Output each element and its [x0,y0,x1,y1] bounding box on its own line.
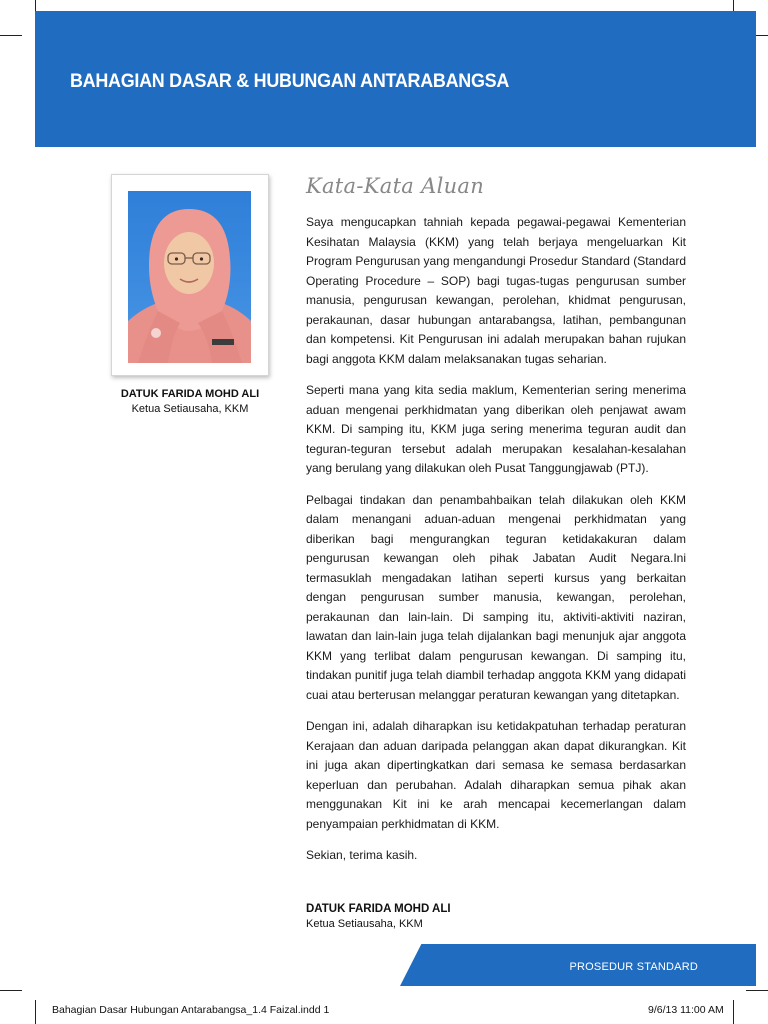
footer-tab-label: PROSEDUR STANDARD [569,961,698,973]
crop-mark [0,990,22,991]
crop-mark [0,35,22,36]
letter-body [306,213,686,878]
crop-mark [733,1000,734,1024]
closing-line: Sekian, terima kasih. [306,848,418,862]
crop-mark [35,1000,36,1024]
crop-mark [746,990,768,991]
portrait-frame [111,174,269,376]
print-slug-timestamp: 9/6/13 11:00 AM [648,1004,724,1016]
section-heading: Kata-Kata Aluan [306,174,485,198]
portrait-photo [128,191,251,363]
paragraph: Dengan ini, adalah diharapkan isu ketidakpatuhan terhadap peraturan Kerajaan dan aduan daripada pelanggan akan dapat dikurangkan. Kit ini juga akan dipertingkatkan dari semasa ke semasa berdasarkan keperluan dan perubahan. Adalah diharapkan semua pihak akan menggunakan Kit ini ke arah mencapai kecemerlangan dalam penyampaian perkhidmatan di KKM. [306,719,686,831]
paragraph: Pelbagai tindakan dan penambahbaikan telah dilakukan oleh KKM dalam menangani aduan-aduan mengenai perkhidmatan yang diberikan bagi mengurangkan teguran ketidakakuran dalam pengurusan kewangan oleh pihak Jabatan Audit Negara.Ini termasuklah mengadakan latihan seperti kursus yang berkaitan dengan pengurusan sumber manusia, kewangan, perolehan, perakaunan dan lain-lain. Di samping itu, aktiviti-aktiviti naziran, lawatan dan lain-lain juga telah dijalankan bagi menunjuk ajar anggota KKM yang terlibat dalam pengurusan kewangan. Di samping itu, tindakan punitif juga telah diambil terhadap anggota KKM yang didapati cuai atau berterusan melanggar peraturan kewangan yang ditetapkan. [306,492,686,702]
paragraph: Saya mengucapkan tahniah kepada pegawai-pegawai Kementerian Kesihatan Malaysia (KKM) yang telah berjaya mengeluarkan Kit Program Pengurusan yang mengandungi Prosedur Standard (Standard Operating Procedure – SOP) bagi tugas-tugas pengurusan sumber manusia, pengurusan kewangan, perolehan, khidmat pengurusan, perakaunan, dasar hubungan antarabangsa, latihan, pembangunan dan kompetensi. Kit Pengurusan ini adalah merupakan bahan rujukan bagi anggota KKM dalam melaksanakan tugas seharian. [306,215,686,366]
portrait-caption-name: DATUK FARIDA MOHD ALI [120,388,260,400]
portrait-caption-role: Ketua Setiausaha, KKM [131,403,249,415]
signature-role: Ketua Setiausaha, KKM [306,918,423,930]
print-slug-filename: Bahagian Dasar Hubungan Antarabangsa_1.4 Faizal.indd 1 [52,1004,330,1016]
paragraph: Seperti mana yang kita sedia maklum, Kementerian sering menerima aduan mengenai perkhidmatan yang diberikan oleh penjawat awam KKM. Di samping itu, KKM juga sering menerima teguran audit dan teguran-teguran tersebut adalah merupakan kesalahan-kesalahan yang berulang yang dilakukan oleh Pusat Tanggungjawab (PTJ). [306,383,686,475]
signature-name: DATUK FARIDA MOHD ALI [306,903,451,915]
page-title: BAHAGIAN DASAR & HUBUNGAN ANTARABANGSA [70,70,509,92]
